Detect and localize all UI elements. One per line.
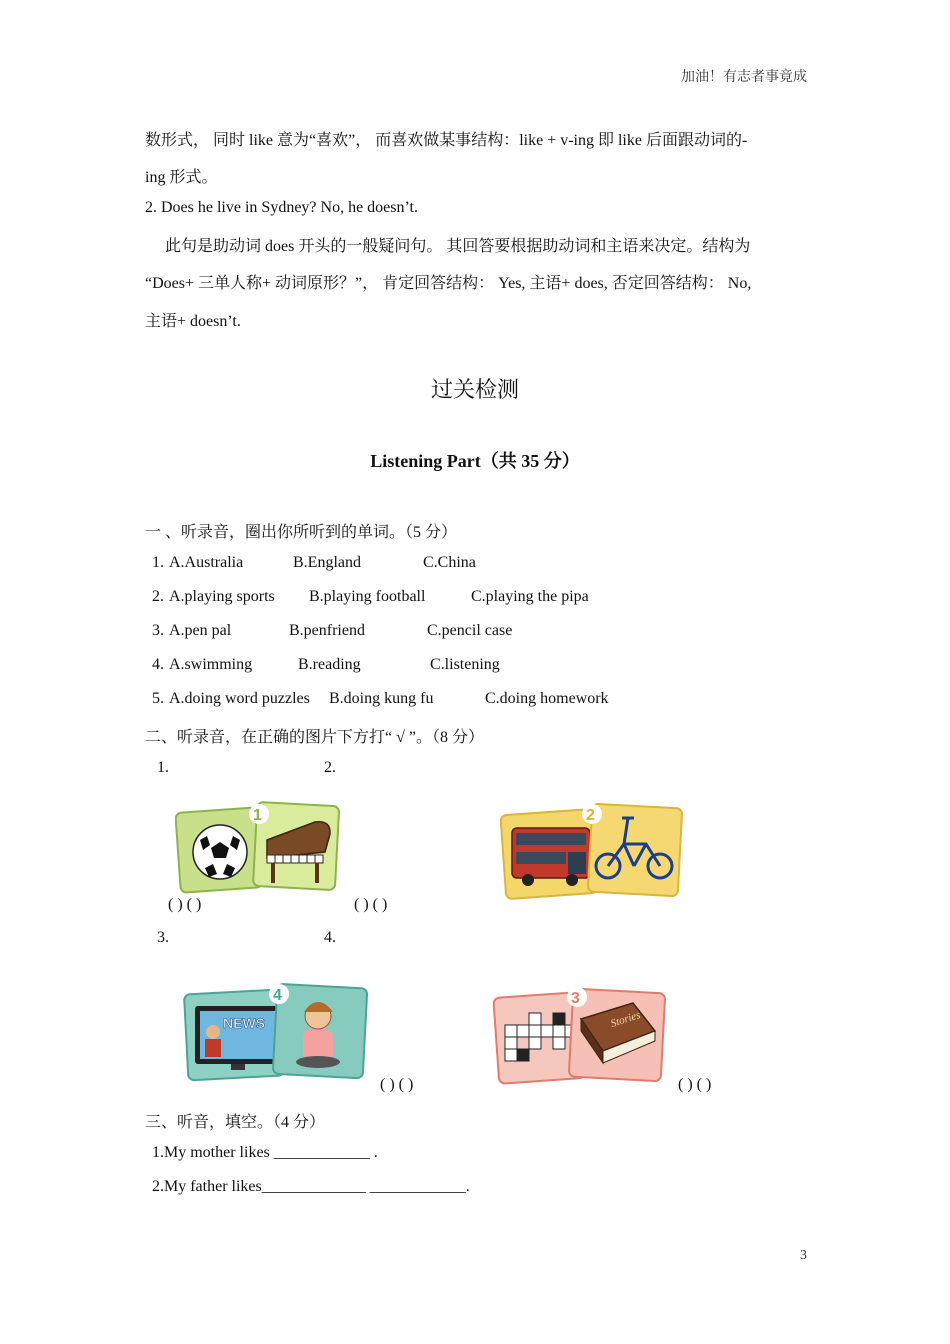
item-number: 2. bbox=[152, 588, 164, 605]
picture-set-3 bbox=[183, 982, 368, 1082]
q2-label-2: 2. bbox=[324, 759, 336, 776]
option-a[interactable]: A.swimming bbox=[169, 656, 253, 673]
television-icon bbox=[195, 1006, 281, 1070]
q1-heading: 一 、听录音，圈出你所听到的单词。（5 分） bbox=[145, 524, 458, 541]
q2-label-3: 3. bbox=[157, 929, 169, 946]
option-b[interactable]: B.England bbox=[293, 554, 361, 571]
note-line: ing 形式。 bbox=[145, 169, 218, 186]
option-c[interactable]: C.doing homework bbox=[485, 690, 609, 707]
football-icon bbox=[193, 825, 247, 879]
fill-in-line[interactable]: 1.My mother likes ____________ . bbox=[152, 1144, 378, 1161]
option-c[interactable]: C.playing the pipa bbox=[471, 588, 589, 605]
option-c[interactable]: C.pencil case bbox=[427, 622, 513, 639]
item-number: 3. bbox=[152, 622, 164, 639]
item-number: 1. bbox=[152, 554, 164, 571]
answer-blank[interactable]: ( ) ( ) bbox=[678, 1076, 712, 1093]
option-b[interactable]: B.penfriend bbox=[289, 622, 365, 639]
item-number: 4. bbox=[152, 656, 164, 673]
answer-blank[interactable]: ( ) ( ) bbox=[354, 896, 388, 913]
option-b[interactable]: B.playing football bbox=[309, 588, 426, 605]
option-a[interactable]: A.Australia bbox=[169, 554, 244, 571]
picture-number: 3 bbox=[571, 990, 580, 1007]
picture-number: 1 bbox=[253, 807, 262, 824]
q3-heading: 三、听音，填空。（4 分） bbox=[145, 1114, 326, 1131]
note-line: 2. Does he live in Sydney? No, he doesn’t. bbox=[145, 199, 418, 216]
option-c[interactable]: C.China bbox=[423, 554, 476, 571]
page-header: 加油！有志者事竟成 bbox=[681, 70, 807, 85]
answer-blank[interactable]: ( ) ( ) bbox=[168, 896, 202, 913]
picture-set-1 bbox=[175, 800, 340, 895]
note-line: “Does+ 三单人称+ 动词原形？”， 肯定回答结构： Yes, 主语+ does, 否定回答结构： No, bbox=[145, 275, 752, 292]
picture-number: 2 bbox=[586, 807, 595, 824]
answer-blank[interactable]: ( ) ( ) bbox=[380, 1076, 414, 1093]
note-line: 此句是助动词 does 开头的一般疑问句。 其回答要根据助动词和主语来决定。结构为 bbox=[165, 238, 751, 255]
option-c[interactable]: C.listening bbox=[430, 656, 500, 673]
picture-set-2 bbox=[500, 800, 685, 900]
fill-in-line[interactable]: 2.My father likes_____________ ____________. bbox=[152, 1178, 470, 1195]
picture-number: 4 bbox=[273, 987, 282, 1004]
q2-label-1: 1. bbox=[157, 759, 169, 776]
part-title: Listening Part（共 35 分） bbox=[370, 451, 580, 471]
option-a[interactable]: A.playing sports bbox=[169, 588, 275, 605]
news-sign: NEWS bbox=[223, 1015, 265, 1031]
page-number: 3 bbox=[800, 1248, 807, 1263]
book-title: Stories bbox=[609, 1009, 642, 1030]
item-number: 5. bbox=[152, 690, 164, 707]
q2-label-4: 4. bbox=[324, 929, 336, 946]
note-line: 主语+ doesn’t. bbox=[145, 313, 241, 330]
option-a[interactable]: A.doing word puzzles bbox=[169, 690, 310, 707]
option-b[interactable]: B.reading bbox=[298, 656, 361, 673]
bus-icon bbox=[512, 828, 590, 886]
option-b[interactable]: B.doing kung fu bbox=[329, 690, 434, 707]
picture-set-4 bbox=[493, 985, 668, 1085]
note-line: 数形式， 同时 like 意为“喜欢”， 而喜欢做某事结构：like + v-ing 即 like 后面跟动词的- bbox=[145, 132, 748, 149]
option-a[interactable]: A.pen pal bbox=[169, 622, 232, 639]
q2-heading: 二、听录音，在正确的图片下方打“ √ ”。（8 分） bbox=[145, 729, 484, 746]
section-title: 过关检测 bbox=[430, 377, 519, 402]
